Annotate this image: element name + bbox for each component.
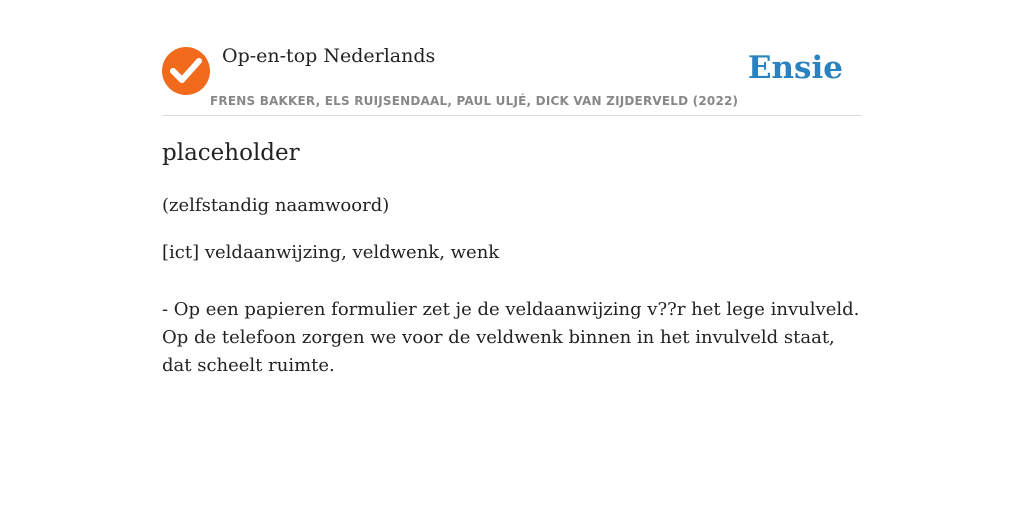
entry-card [162, 0, 862, 376]
entry-header [162, 0, 862, 116]
orange-checkmark-badge-icon[interactable] [162, 47, 210, 95]
source-authors: FRENS BAKKER, ELS RUIJSENDAAL, PAUL ULJÉ, DICK VAN ZIJDERVELD (2022) [210, 94, 739, 108]
entry-example: - Op een papieren formulier zet je de veldaanwijzing v??r het lege invulveld. Op de telefoon zorgen we voor de veldwenk binnen in het invulveld staat, dat scheelt ruimte. [162, 299, 860, 376]
entry-headword: placeholder [162, 140, 300, 166]
entry-part-of-speech: (zelfstandig naamwoord) [162, 195, 390, 216]
brand-logo[interactable]: Ensie [747, 50, 843, 86]
source-title[interactable]: Op-en-top Nederlands [222, 45, 436, 67]
entry-definition: [ict] veldaanwijzing, veldwenk, wenk [162, 242, 500, 263]
